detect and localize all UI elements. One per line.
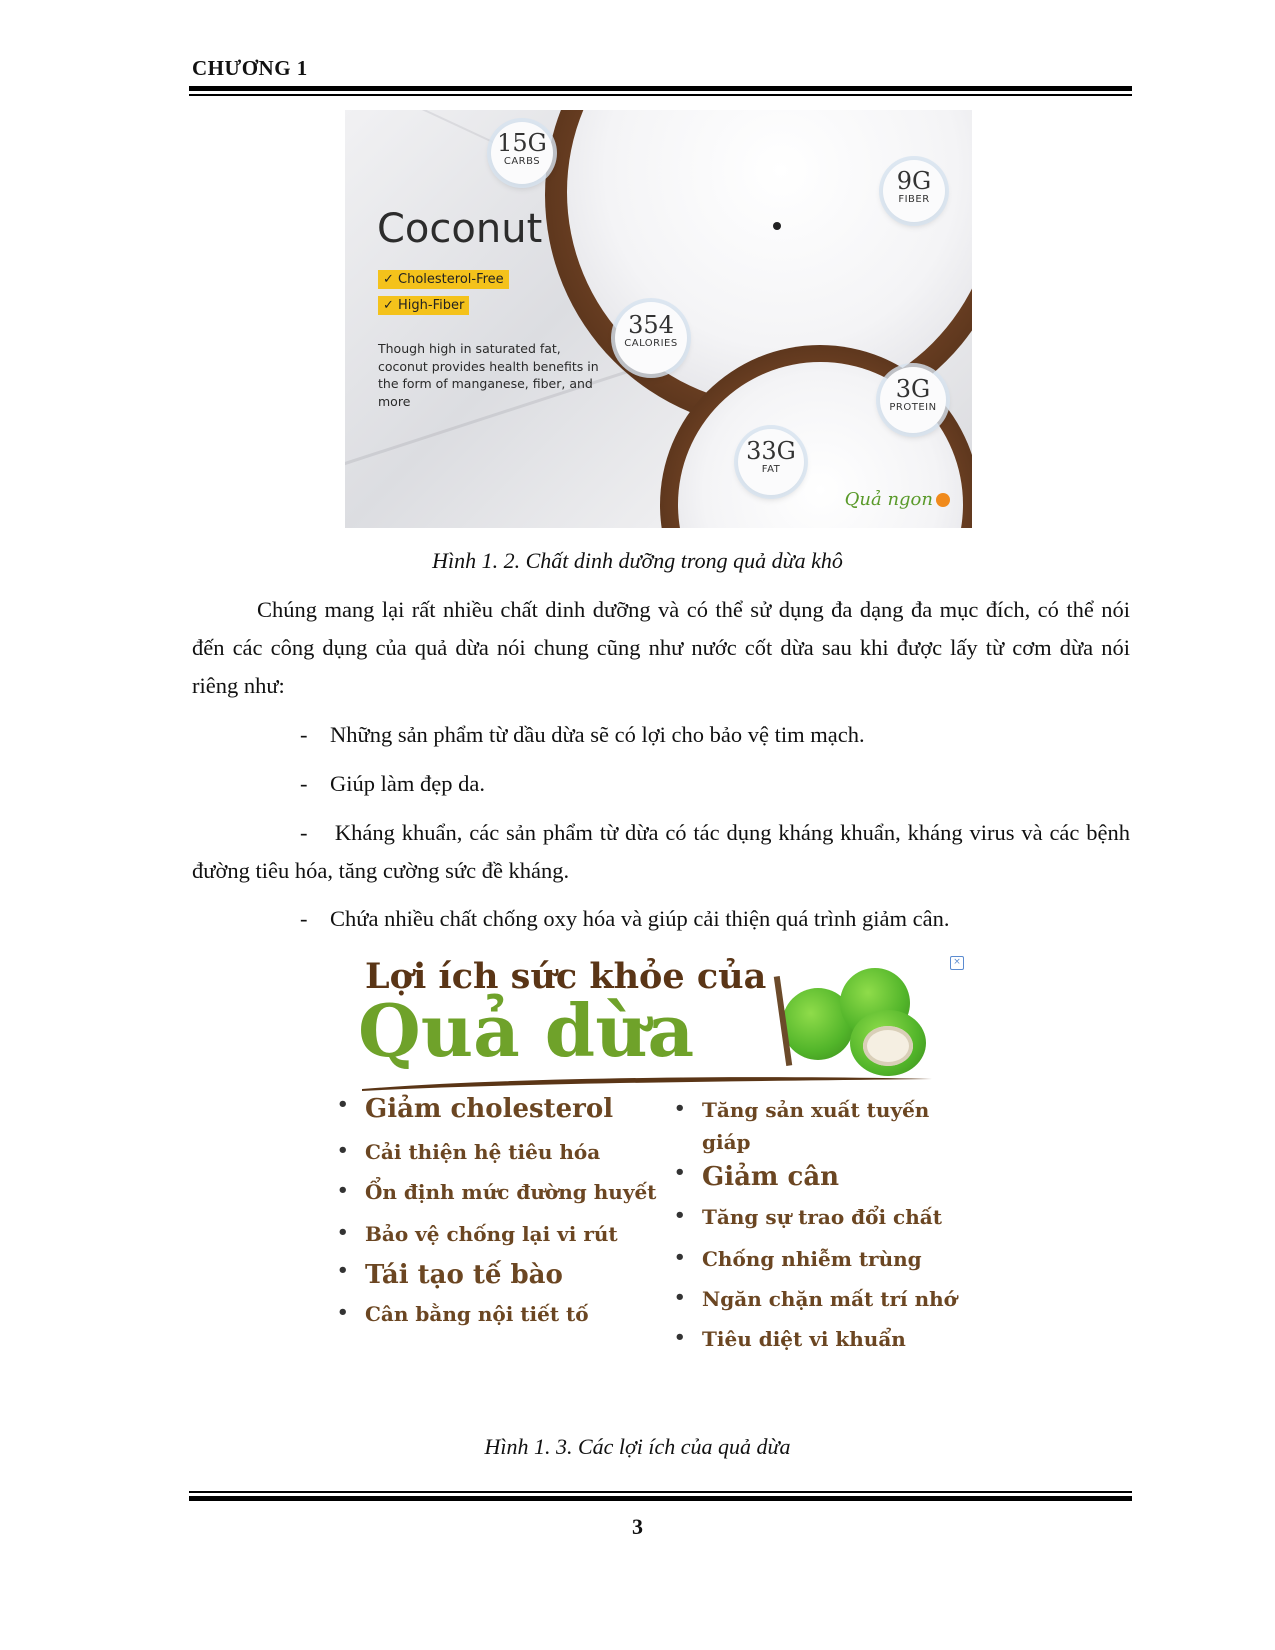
footer-rule-thin — [189, 1491, 1132, 1493]
bullet-item: - Kháng khuẩn, các sản phẩm từ dừa có tác dụng kháng khuẩn, kháng virus và các bệnh đường tiêu hóa, tăng cường sức đề kháng. — [192, 820, 1130, 883]
stat-fat: 33G FAT — [738, 429, 804, 495]
benefit-item: • Ổn định mức đường huyết — [365, 1180, 656, 1204]
bullet-item: - Những sản phẩm từ dầu dừa sẽ có lợi cho bảo vệ tim mạch. — [300, 722, 865, 747]
benefit-item: • Giảm cân — [702, 1162, 839, 1192]
benefit-item: • Tái tạo tế bào — [365, 1260, 563, 1290]
header-rule-thick — [189, 86, 1132, 91]
chapter-heading: CHƯƠNG 1 — [192, 56, 308, 80]
benefit-item-continued: giáp — [702, 1130, 751, 1154]
header-rule-thin — [189, 94, 1132, 96]
benefit-item: • Tăng sự trao đổi chất — [702, 1205, 942, 1229]
page-number: 3 — [632, 1514, 643, 1539]
stat-carbs: 15G CARBS — [491, 122, 553, 184]
qua-ngon-logo: Quả ngon — [845, 489, 950, 510]
coconut-title: Coconut — [377, 206, 543, 252]
coconut-nutrition-image — [345, 110, 972, 528]
stat-protein: 3G PROTEIN — [880, 367, 946, 433]
benefit-item: • Cân bằng nội tiết tố — [365, 1302, 589, 1326]
footer-rule-thick — [189, 1496, 1132, 1501]
figure1-caption: Hình 1. 2. Chất dinh dưỡng trong quả dừa khô — [432, 548, 843, 573]
coconut-benefits-image — [340, 948, 990, 1378]
benefit-item: • Tăng sản xuất tuyến — [702, 1098, 929, 1122]
tag-cholesterol-free: ✓ Cholesterol-Free — [378, 270, 509, 289]
benefits-title-line1: Lợi ích sức khỏe của — [365, 956, 767, 997]
benefits-title-line2: Quả dừa — [358, 988, 695, 1073]
benefit-item: • Giảm cholesterol — [365, 1094, 613, 1124]
coconut-description: Though high in saturated fat, coconut provides health benefits in the form of manganese, fiber, and more — [378, 341, 599, 409]
stat-fiber: 9G FIBER — [883, 160, 945, 222]
benefit-item: • Bảo vệ chống lại vi rút — [365, 1222, 618, 1246]
brown-swoosh — [362, 1075, 932, 1091]
benefit-item: • Tiêu diệt vi khuẩn — [702, 1327, 906, 1351]
figure2-caption: Hình 1. 3. Các lợi ích của quả dừa — [484, 1434, 791, 1459]
benefit-item: • Ngăn chặn mất trí nhớ — [702, 1287, 957, 1311]
benefit-item: • Cải thiện hệ tiêu hóa — [365, 1140, 600, 1164]
stat-calories: 354 CALORIES — [615, 302, 687, 374]
bullet-item: - Giúp làm đẹp da. — [300, 771, 485, 796]
bullet-item: - Chứa nhiều chất chống oxy hóa và giúp cải thiện quá trình giảm cân. — [300, 906, 950, 931]
benefit-item: • Chống nhiễm trùng — [702, 1247, 922, 1271]
ad-close-icon[interactable]: × — [950, 956, 964, 970]
body-paragraph: Chúng mang lại rất nhiều chất dinh dưỡng và có thể sử dụng đa dạng đa mục đích, có thể nói đến các công dụng của quả dừa nói chung cũng như nước cốt dừa sau khi được lấy từ cơm dừa nói riêng như: — [192, 597, 1130, 698]
tag-high-fiber: ✓ High-Fiber — [378, 296, 469, 315]
